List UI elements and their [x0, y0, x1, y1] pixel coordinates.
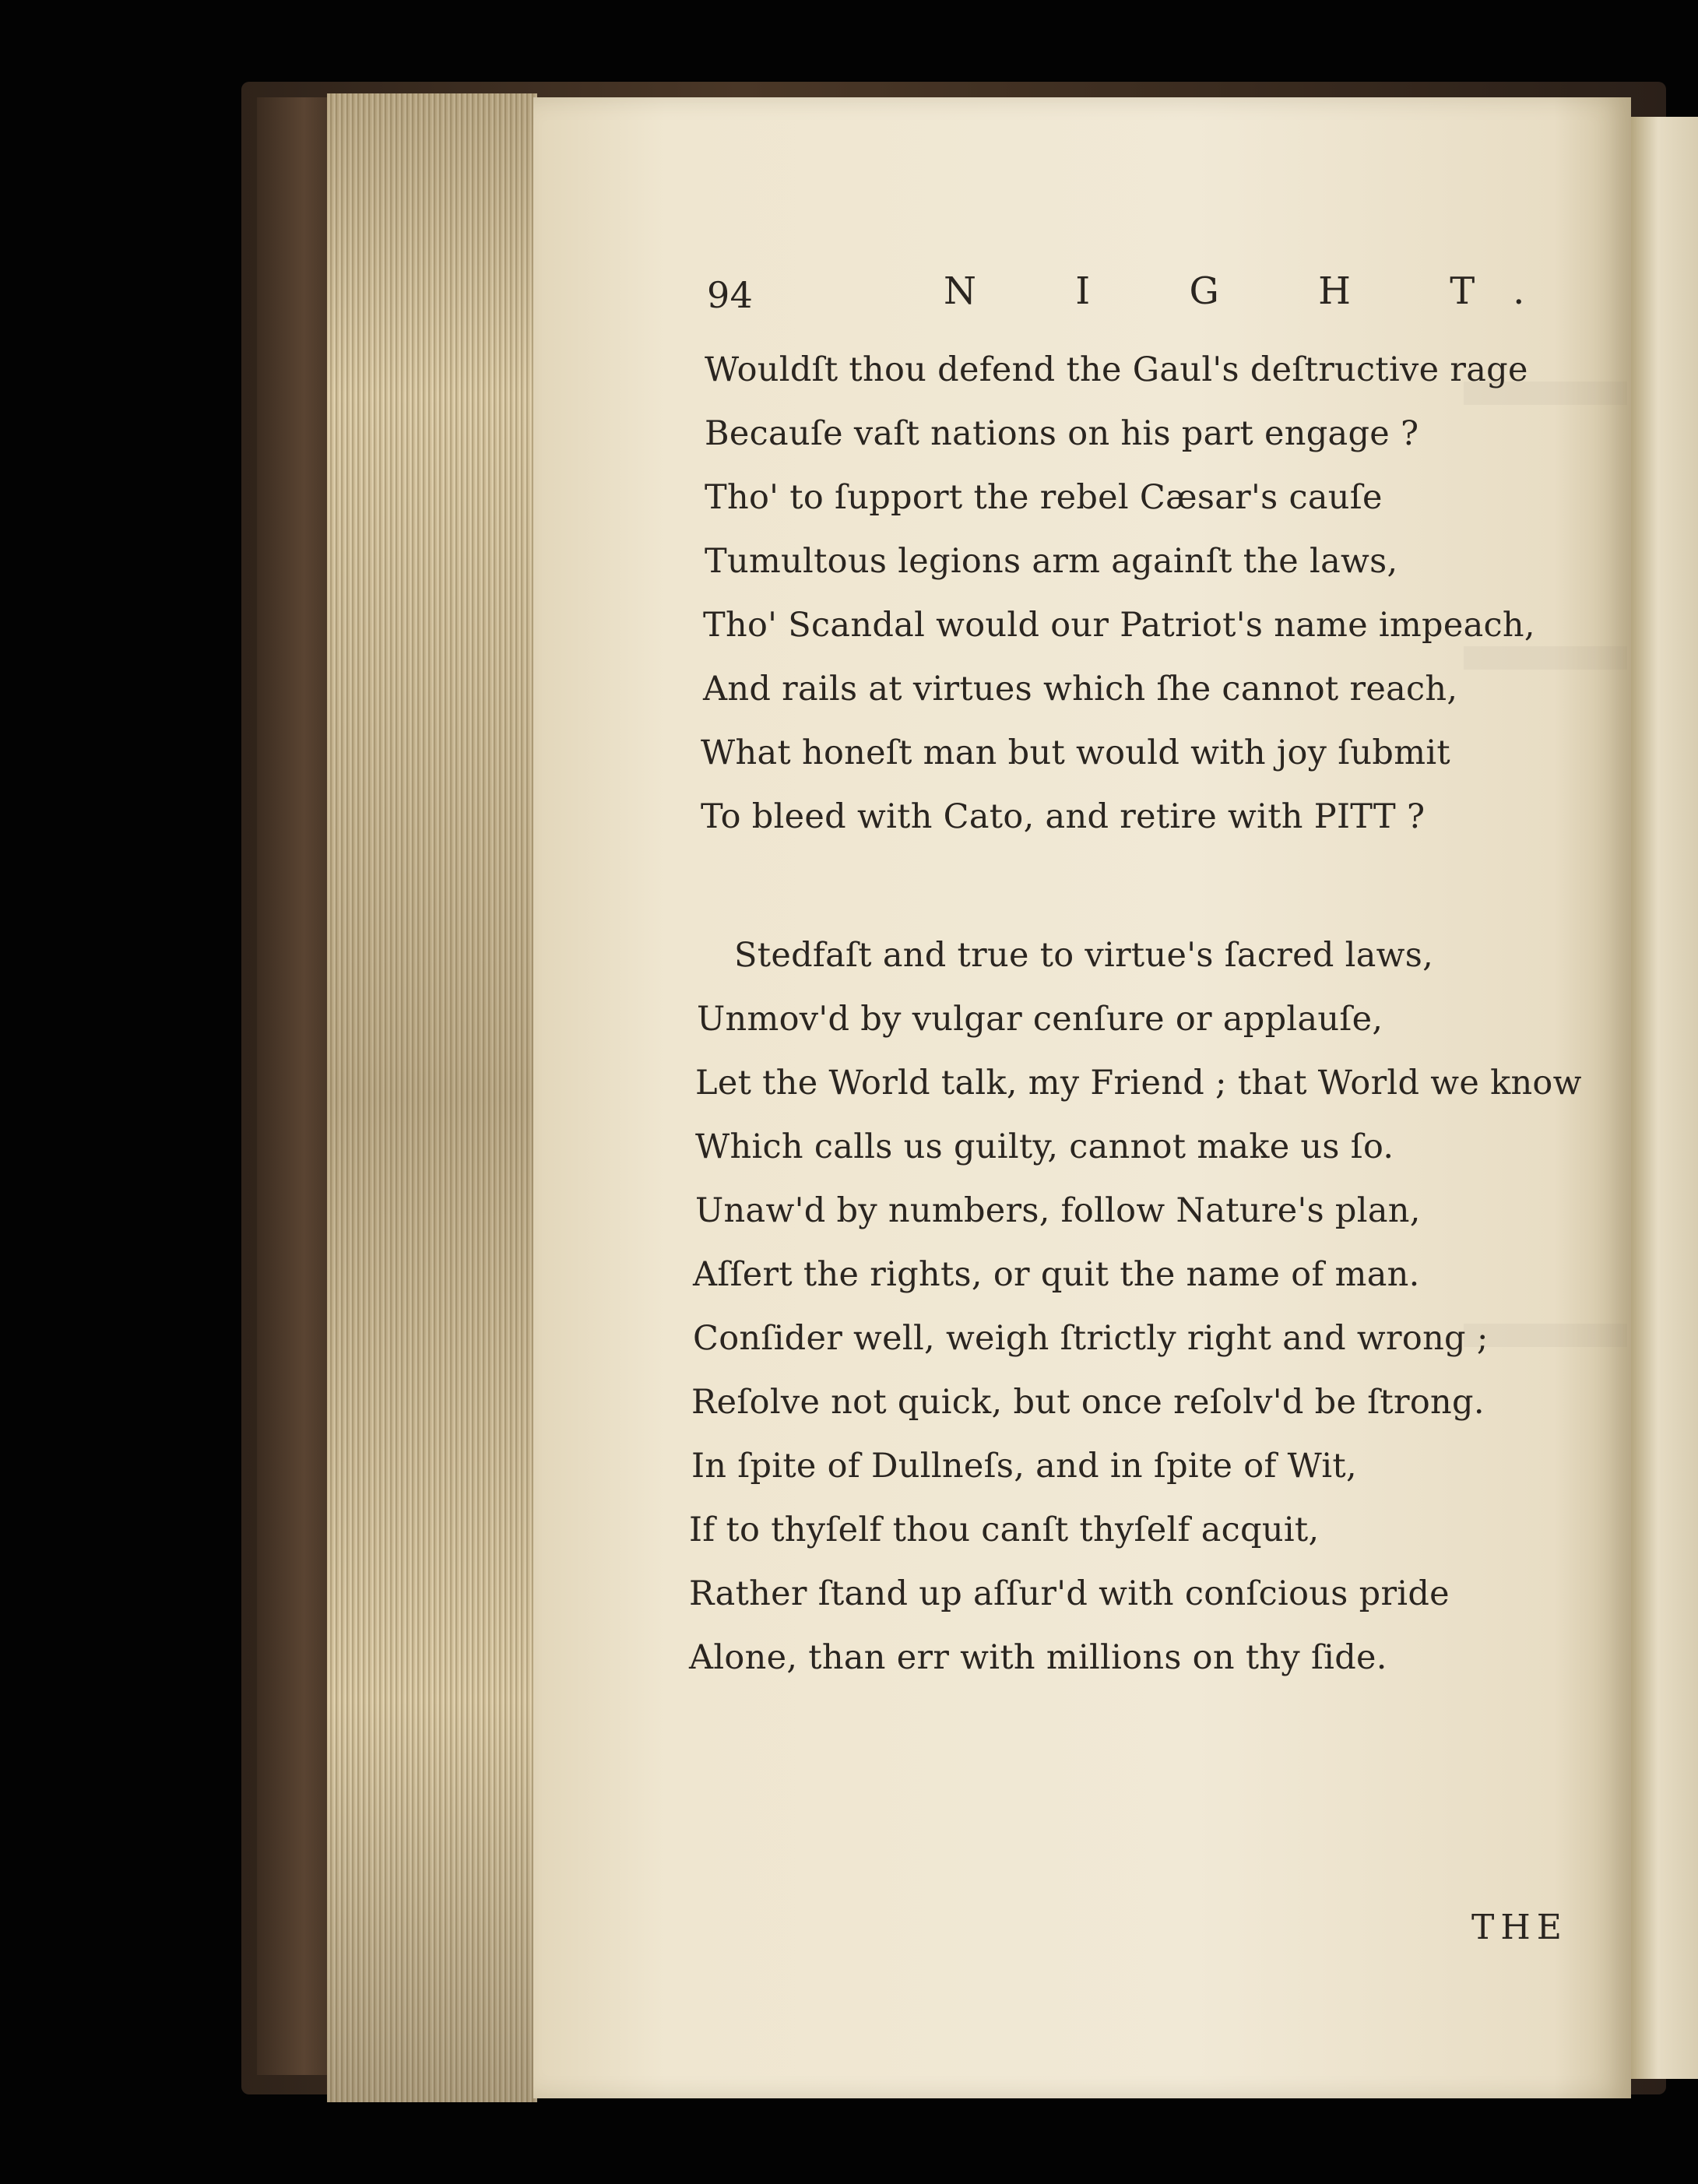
poem-line: And rails at virtues which ſhe cannot reach, [703, 670, 1458, 709]
bleed-through-mark [1464, 646, 1627, 670]
poem-line: Reſolve not quick, but once reſolv'd be ſtrong. [691, 1383, 1485, 1422]
poem-line: Conſider well, weigh ſtrictly right and wrong ; [693, 1319, 1489, 1358]
poem-line: What honeſt man but would with joy ſubmit [701, 733, 1450, 772]
page-number: 94 [707, 274, 754, 316]
poem-line: Let the World talk, my Friend ; that World we know [695, 1064, 1582, 1103]
poem-line: Tumultous legions arm againſt the laws, [705, 542, 1398, 581]
poem-line: If to thyſelf thou canſt thyſelf acquit, [689, 1511, 1320, 1549]
poem-line: In ſpite of Dullneſs, and in ſpite of Wit, [691, 1447, 1357, 1486]
facing-page-edge [1631, 117, 1698, 2079]
poem-line: Tho' to ſupport the rebel Cæsar's cauſe [705, 478, 1383, 517]
poem-line: Wouldſt thou defend the Gaul's deſtructive rage [705, 350, 1528, 389]
poem-line: Aſſert the rights, or quit the name of man. [693, 1255, 1420, 1294]
poem-line: Rather ſtand up aſſur'd with conſcious pride [689, 1574, 1450, 1613]
poem-line: Becauſe vaſt nations on his part engage ? [705, 414, 1419, 453]
poem-line: To bleed with Cato, and retire with PITT ? [701, 797, 1426, 836]
poem-line: Tho' Scandal would our Patriot's name impeach, [703, 606, 1535, 645]
catchword: THE [1471, 1908, 1568, 1947]
poem-line: Unmov'd by vulgar cenſure or applauſe, [697, 1000, 1383, 1039]
poem-line: Unaw'd by numbers, follow Nature's plan, [695, 1191, 1421, 1230]
poem-line: Which calls us guilty, cannot make us ſo. [695, 1127, 1394, 1166]
poem-line: Alone, than err with millions on thy ſide. [689, 1638, 1387, 1677]
poem-line: Stedfaſt and true to virtue's ſacred laws, [734, 936, 1434, 975]
running-title: N I G H T. [944, 269, 1569, 313]
page-edges [327, 93, 537, 2102]
